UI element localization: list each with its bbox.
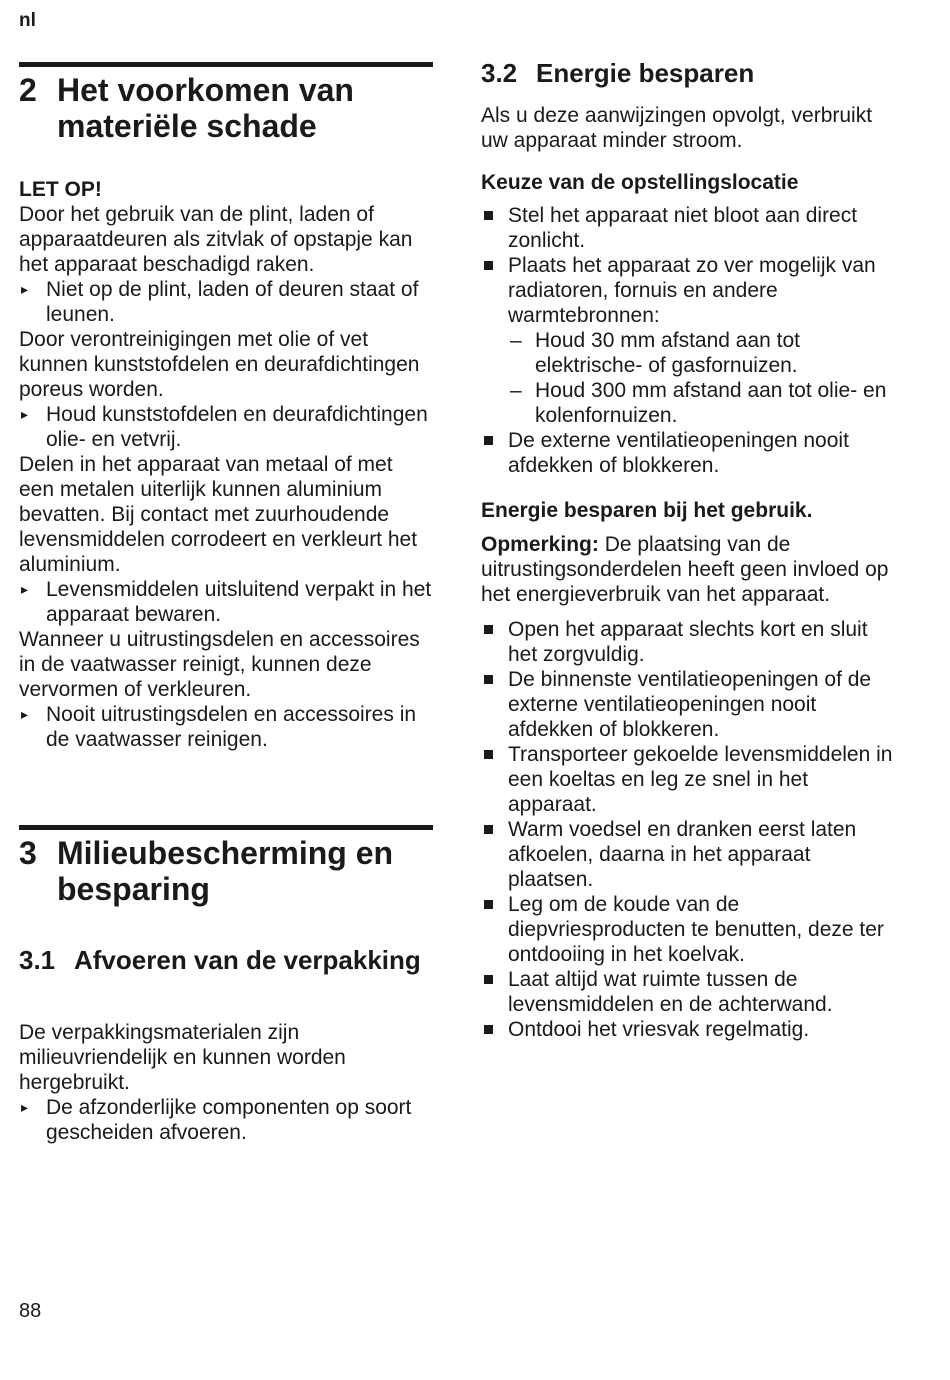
bullet-item: Open het apparaat slechts kort en sluit het zorgvuldig. xyxy=(481,617,893,667)
instruction-step: ▸ Nooit uitrustingsdelen en accessoires in de vaatwasser reinigen. xyxy=(19,702,433,752)
instruction-step: ▸ Houd kunststofdelen en deurafdichtingen olie- en vetvrij. xyxy=(19,402,433,452)
paragraph: De verpakkingsmaterialen zijn milieuvriendelijk en kunnen worden hergebruikt. xyxy=(19,1021,346,1094)
subsection-title: Energie besparen xyxy=(536,58,755,88)
warning-items xyxy=(19,202,433,752)
note-text: De plaatsing van de uitrustingsonderdelen heeft geen invloed op het energieverbruik van het apparaat. xyxy=(481,533,889,606)
subsection-title: Afvoeren van de verpakking xyxy=(74,945,421,975)
paragraph: Door het gebruik van de plint, laden of apparaatdeuren als zitvlak of opstapje kan het apparaat beschadigd raken. xyxy=(19,203,413,276)
bullet-item: Transporteer gekoelde levensmiddelen in een koeltas en leg ze snel in het apparaat. xyxy=(481,742,893,817)
location-list xyxy=(481,203,893,478)
paragraph: Wanneer u uitrustingsdelen en accessoires in de vaatwasser reinigt, kunnen deze vervormen of verkleuren. xyxy=(19,628,420,701)
paragraph: Door verontreinigingen met olie of vet kunnen kunststofdelen en deurafdichtingen poreus worden. xyxy=(19,328,420,401)
bullet-item: Leg om de koude van de diepvriesproducten te benutten, deze ter ontdooiing in het koelvak. xyxy=(481,892,893,967)
dash-item: – Houd 30 mm afstand aan tot elektrische- of gasfornuizen. xyxy=(481,328,893,378)
subsection-3-2-heading xyxy=(481,57,896,89)
section-number: 3 xyxy=(19,835,37,871)
bullet-item: Plaats het apparaat zo ver mogelijk van radiatoren, fornuis en andere warmtebronnen: xyxy=(481,253,893,328)
section-number: 2 xyxy=(19,72,37,108)
subsection-3-1-body xyxy=(19,1020,433,1145)
page-number: 88 xyxy=(19,1300,42,1322)
bullet-item: Laat altijd wat ruimte tussen de levensmiddelen en de achterwand. xyxy=(481,967,893,1017)
paragraph: Delen in het apparaat van metaal of met een metalen uiterlijk kunnen aluminium bevatten. Bij contact met zuurhoudende levensmiddelen corrodeert en verkleurt het aluminium. xyxy=(19,453,418,576)
usage-list xyxy=(481,617,893,1042)
bullet-item: De externe ventilatieopeningen nooit afdekken of blokkeren. xyxy=(481,428,893,478)
subsection-3-2-body xyxy=(481,103,893,1042)
section-rule xyxy=(19,62,433,67)
bullet-item: Ontdooi het vriesvak regelmatig. xyxy=(481,1017,893,1042)
note-paragraph xyxy=(481,532,893,607)
language-code: nl xyxy=(19,10,36,31)
instruction-step: ▸ Levensmiddelen uitsluitend verpakt in het apparaat bewaren. xyxy=(19,577,433,627)
subsection-number: 3.2 xyxy=(481,58,518,88)
bullet-item: De binnenste ventilatieopeningen of de externe ventilatieopeningen nooit afdekken of blokkeren. xyxy=(481,667,893,742)
dash-item: – Houd 300 mm afstand aan tot olie- en kolenfornuizen. xyxy=(481,378,893,428)
instruction-step: ▸ De afzonderlijke componenten op soort gescheiden afvoeren. xyxy=(19,1095,433,1145)
instruction-step: ▸ Niet op de plint, laden of deuren staat of leunen. xyxy=(19,277,433,327)
subsection-number: 3.1 xyxy=(19,945,56,975)
section-2-body xyxy=(19,177,433,752)
bullet-item: Stel het apparaat niet bloot aan direct zonlicht. xyxy=(481,203,893,253)
location-heading: Keuze van de opstellingslocatie xyxy=(481,171,799,194)
bullet-item: Warm voedsel en dranken eerst laten afkoelen, daarna in het apparaat plaatsen. xyxy=(481,817,893,892)
section-title: Milieubescherming en besparing xyxy=(57,835,394,907)
intro-paragraph: Als u deze aanwijzingen opvolgt, verbruikt uw apparaat minder stroom. xyxy=(481,104,873,152)
section-title: Het voorkomen van materiële schade xyxy=(57,72,354,144)
usage-heading: Energie besparen bij het gebruik. xyxy=(481,499,813,522)
warning-label: LET OP! xyxy=(19,178,102,201)
section-rule xyxy=(19,825,433,830)
section-2-heading xyxy=(19,72,437,144)
section-3-heading xyxy=(19,835,437,907)
note-label: Opmerking: xyxy=(481,533,599,556)
subsection-3-1-heading xyxy=(19,944,434,976)
